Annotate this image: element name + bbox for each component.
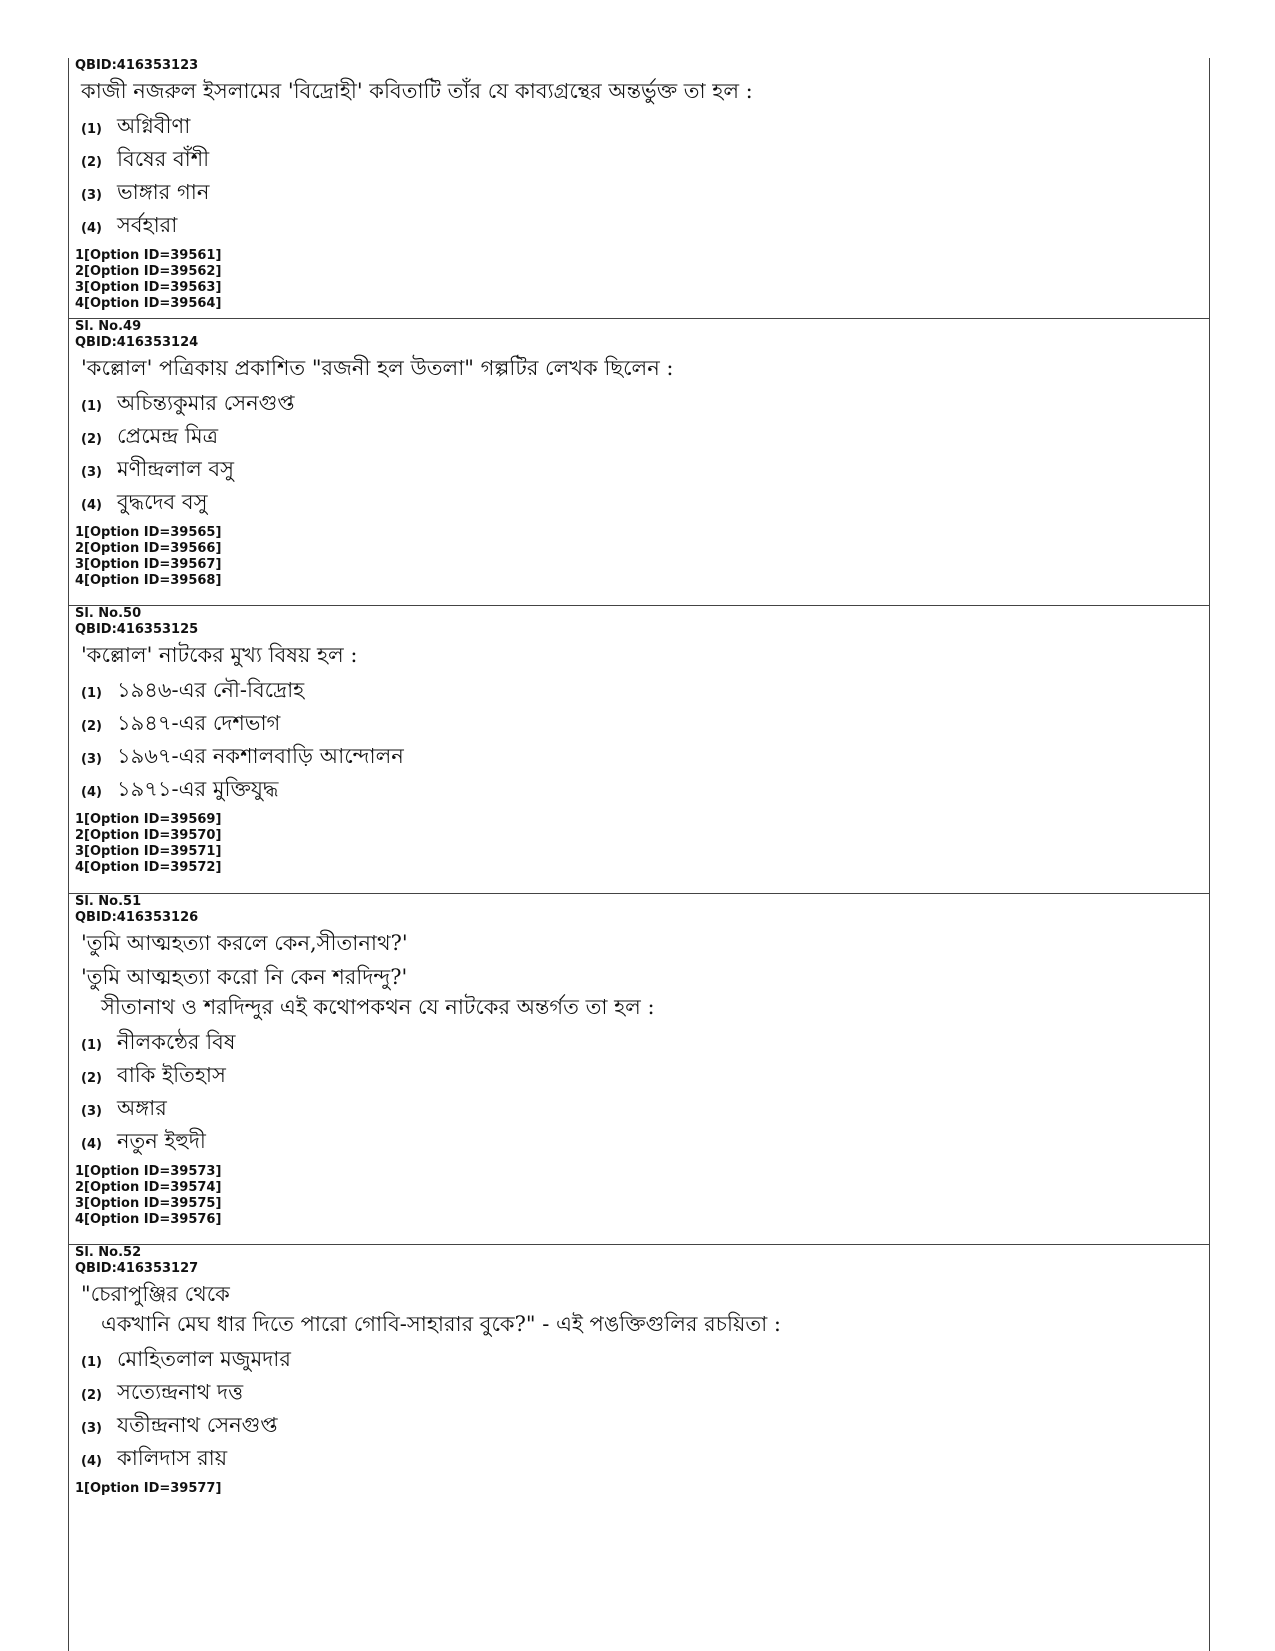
- option-text: অচিন্ত্যকুমার সেনগুপ্ত: [117, 391, 295, 415]
- option-id: 2[Option ID=39570]: [75, 828, 222, 843]
- qbid-label: QBID:416353124: [75, 335, 199, 350]
- question-stem-line: 'তুমি আত্মহত্যা করো নি কেন শরদিন্দু?': [81, 965, 408, 989]
- option-row: [81, 773, 1209, 806]
- option-text: ১৯৬৭-এর নকশালবাড়ি আন্দোলন: [117, 744, 404, 768]
- option-number: (2): [81, 1388, 102, 1403]
- option-id: 4[Option ID=39568]: [75, 573, 222, 588]
- option-row: [81, 740, 1209, 773]
- option-id-list: [75, 812, 1209, 876]
- qbid-label: QBID:416353127: [75, 1261, 199, 1276]
- option-id: 1[Option ID=39565]: [75, 525, 222, 540]
- option-row: [81, 1442, 1209, 1475]
- option-row: [81, 1409, 1209, 1442]
- serial-number: Sl. No.50: [75, 606, 142, 621]
- question-stem: কাজী নজরুল ইসলামের 'বিদ্রোহী' কবিতাটি তাঁর যে কাব্যগ্রন্থের অন্তর্ভুক্ত তা হল :: [81, 79, 753, 103]
- option-row: [81, 1059, 1209, 1092]
- option-row: [81, 1343, 1209, 1376]
- question-block-52: [69, 1244, 1209, 1497]
- serial-number: Sl. No.52: [75, 1245, 142, 1260]
- option-row: [81, 420, 1209, 453]
- question-paper-frame: [68, 58, 1210, 1651]
- question-block-48: [69, 58, 1209, 312]
- option-number: (3): [81, 188, 102, 203]
- option-number: (1): [81, 1355, 102, 1370]
- option-id-list: [75, 248, 1209, 312]
- question-stem-line: "চেরাপুঞ্জির থেকে: [81, 1282, 230, 1306]
- option-number: (3): [81, 1104, 102, 1119]
- qbid-label: QBID:416353123: [75, 58, 199, 73]
- option-row: [81, 387, 1209, 420]
- option-id: 3[Option ID=39563]: [75, 280, 222, 295]
- option-number: (4): [81, 498, 102, 513]
- option-id: 1[Option ID=39561]: [75, 248, 222, 263]
- option-text: বাকি ইতিহাস: [117, 1063, 226, 1087]
- option-text: মোহিতলাল মজুমদার: [117, 1347, 291, 1371]
- option-id: 1[Option ID=39569]: [75, 812, 222, 827]
- question-stem-line: সীতানাথ ও শরদিন্দুর এই কথোপকথন যে নাটকের অন্তর্গত তা হল :: [101, 995, 655, 1019]
- option-text: অগ্নিবীণা: [117, 114, 191, 138]
- option-id-list: [75, 1481, 1209, 1497]
- option-text: ১৯৪৭-এর দেশভাগ: [117, 711, 281, 735]
- option-number: (4): [81, 1137, 102, 1152]
- option-number: (3): [81, 465, 102, 480]
- option-row: [81, 110, 1209, 143]
- option-number: (4): [81, 1454, 102, 1469]
- qbid-label: QBID:416353125: [75, 622, 199, 637]
- question-stem: 'কল্লোল' পত্রিকায় প্রকাশিত "রজনী হল উতলা" গল্পটির লেখক ছিলেন :: [81, 356, 674, 380]
- qbid-label: QBID:416353126: [75, 910, 199, 925]
- option-id: 4[Option ID=39576]: [75, 1212, 222, 1227]
- option-text: অঙ্গার: [117, 1096, 167, 1120]
- option-text: মণীন্দ্রলাল বসু: [117, 457, 234, 481]
- option-number: (1): [81, 122, 102, 137]
- question-block-49: [69, 318, 1209, 589]
- option-number: (3): [81, 752, 102, 767]
- option-id-list: [75, 525, 1209, 589]
- option-id: 2[Option ID=39566]: [75, 541, 222, 556]
- option-row: [81, 674, 1209, 707]
- option-id: 2[Option ID=39562]: [75, 264, 222, 279]
- option-row: [81, 176, 1209, 209]
- serial-number: Sl. No.51: [75, 894, 142, 909]
- option-id: 3[Option ID=39571]: [75, 844, 222, 859]
- option-row: [81, 143, 1209, 176]
- question-block-50: [69, 605, 1209, 876]
- option-id: 4[Option ID=39572]: [75, 860, 222, 875]
- option-text: সর্বহারা: [117, 213, 178, 237]
- option-number: (2): [81, 719, 102, 734]
- option-row: [81, 209, 1209, 242]
- option-row: [81, 486, 1209, 519]
- option-number: (4): [81, 785, 102, 800]
- option-id: 2[Option ID=39574]: [75, 1180, 222, 1195]
- option-row: [81, 1026, 1209, 1059]
- option-row: [81, 707, 1209, 740]
- option-text: নীলকন্ঠের বিষ: [117, 1030, 236, 1054]
- option-id: 3[Option ID=39575]: [75, 1196, 222, 1211]
- option-number: (4): [81, 221, 102, 236]
- question-stem-line: একখানি মেঘ ধার দিতে পারো গোবি-সাহারার বুকে?" - এই পঙক্তিগুলির রচয়িতা :: [101, 1312, 781, 1336]
- option-row: [81, 453, 1209, 486]
- serial-number: Sl. No.49: [75, 319, 142, 334]
- question-stem-line: 'তুমি আত্মহত্যা করলে কেন,সীতানাথ?': [81, 931, 408, 955]
- option-number: (1): [81, 1038, 102, 1053]
- question-block-51: [69, 893, 1209, 1228]
- option-text: বিষের বাঁশী: [117, 147, 210, 171]
- option-text: ১৯৭১-এর মুক্তিযুদ্ধ: [117, 777, 279, 801]
- option-text: ভাঙ্গার গান: [117, 180, 210, 204]
- option-id: 3[Option ID=39567]: [75, 557, 222, 572]
- question-stem: 'কল্লোল' নাটকের মুখ্য বিষয় হল :: [81, 643, 358, 667]
- option-number: (1): [81, 686, 102, 701]
- option-row: [81, 1092, 1209, 1125]
- option-text: যতীন্দ্রনাথ সেনগুপ্ত: [117, 1413, 278, 1437]
- option-row: [81, 1125, 1209, 1158]
- option-id: 4[Option ID=39564]: [75, 296, 222, 311]
- option-id: 1[Option ID=39577]: [75, 1481, 222, 1496]
- option-row: [81, 1376, 1209, 1409]
- option-text: বুদ্ধদেব বসু: [117, 490, 208, 514]
- option-id: 1[Option ID=39573]: [75, 1164, 222, 1179]
- option-number: (2): [81, 432, 102, 447]
- option-text: প্রেমেন্দ্র মিত্র: [117, 424, 219, 448]
- option-number: (2): [81, 155, 102, 170]
- option-number: (2): [81, 1071, 102, 1086]
- option-text: ১৯৪৬-এর নৌ-বিদ্রোহ: [117, 678, 305, 702]
- option-text: সত্যেন্দ্রনাথ দত্ত: [117, 1380, 244, 1404]
- option-text: কালিদাস রায়: [117, 1446, 228, 1470]
- option-id-list: [75, 1164, 1209, 1228]
- option-text: নতুন ইহুদী: [117, 1129, 206, 1153]
- option-number: (3): [81, 1421, 102, 1436]
- option-number: (1): [81, 399, 102, 414]
